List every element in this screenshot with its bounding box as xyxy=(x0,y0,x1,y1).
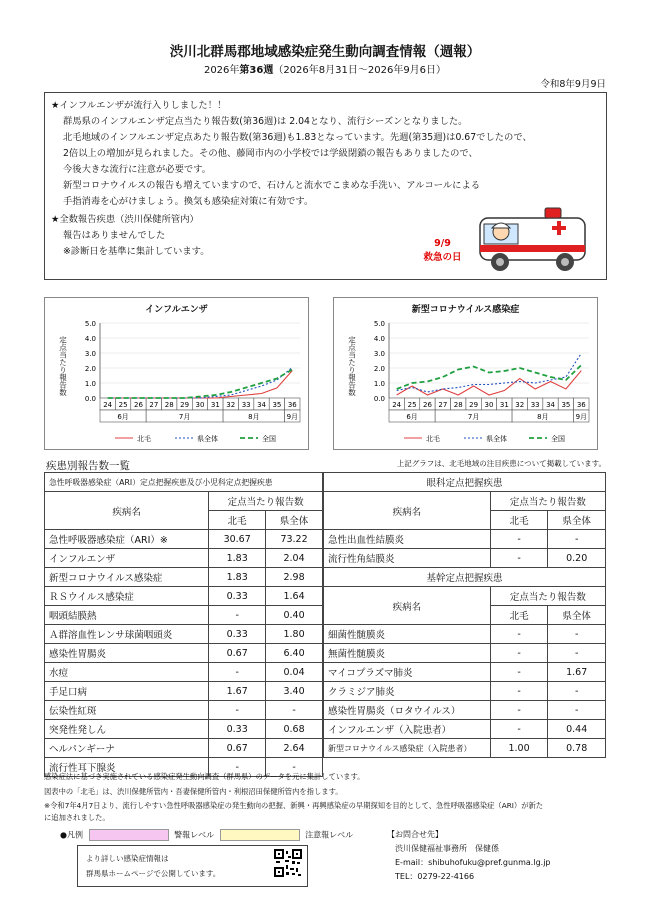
prefecture-value: - xyxy=(548,625,606,644)
footnote: 図表中の「北毛」は、渋川保健所管内・吾妻保健所管内・利根沼田保健所管内を指します。 xyxy=(44,787,343,796)
col-prefecture: 県全体 xyxy=(548,606,606,625)
x-tick-label: 32 xyxy=(515,401,525,409)
disease-name: インフルエンザ xyxy=(45,549,209,568)
disease-name: 細菌性髄膜炎 xyxy=(324,625,491,644)
ambulance-illustration xyxy=(470,200,595,275)
table-row xyxy=(324,644,606,663)
hokumou-value: - xyxy=(490,682,548,701)
emergency-day-note: 9/9 救急の日 xyxy=(423,238,462,263)
table-row xyxy=(45,606,323,625)
disease-name: インフルエンザ（入院患者） xyxy=(324,720,491,739)
y-tick-label: 1.0 xyxy=(373,380,385,388)
hokumou-value: - xyxy=(490,644,548,663)
legend-entry: 北毛 xyxy=(137,435,151,443)
disease-name: 伝染性紅斑 xyxy=(45,701,209,720)
prefecture-value: - xyxy=(548,530,606,549)
hokumou-value: 30.67 xyxy=(209,530,266,549)
disease-name: 新型コロナウイルス感染症（入院患者） xyxy=(324,739,491,758)
issue-date: 令和8年9月9日 xyxy=(540,79,606,90)
col-prefecture: 県全体 xyxy=(266,511,323,530)
hokumou-value: - xyxy=(209,606,266,625)
y-tick-label: 3.0 xyxy=(373,350,385,358)
y-tick-label: 1.0 xyxy=(84,380,96,388)
notice-line: 新型コロナウイルスの報告も増えていますので、石けんと流水でこまめな手洗い、アルコールによる xyxy=(63,180,481,191)
disease-name: クラミジア肺炎 xyxy=(324,682,491,701)
x-tick-label: 27 xyxy=(149,401,159,409)
x-tick-label: 30 xyxy=(195,401,205,409)
prefecture-value: 1.67 xyxy=(548,663,606,682)
hokumou-value: 1.83 xyxy=(209,549,266,568)
y-tick-label: 2.0 xyxy=(373,365,385,373)
table-row xyxy=(324,663,606,682)
disease-name: 手足口病 xyxy=(45,682,209,701)
hokumou-value: 0.33 xyxy=(209,587,266,606)
week-range: 2026年第36週（2026年8月31日～2026年9月6日） xyxy=(203,65,447,76)
hokumou-value: - xyxy=(209,663,266,682)
x-tick-label: 28 xyxy=(164,401,174,409)
x-tick-label: 24 xyxy=(392,401,402,409)
disease-name: Ａ群溶血性レンサ球菌咽頭炎 xyxy=(45,625,209,644)
warn-swatch xyxy=(89,829,169,841)
disease-name: 無菌性髄膜炎 xyxy=(324,644,491,663)
footnote: ※令和7年4月7日より、流行しやすい急性呼吸器感染症の発生動向の把握、新興・再興感染症の早期探知を目的として、急性呼吸器感染症（ARI）が新た xyxy=(44,801,544,810)
x-tick-label: 35 xyxy=(272,401,282,409)
legend-entry: 全国 xyxy=(551,435,565,443)
chart-title: 新型コロナウイルス感染症 xyxy=(411,305,520,315)
x-tick-label: 27 xyxy=(438,401,448,409)
hokumou-value: - xyxy=(490,625,548,644)
disease-name: 突発性発しん xyxy=(45,720,209,739)
table-row xyxy=(45,720,323,739)
table-row xyxy=(45,530,323,549)
contact-org: 渋川保健福祉事務所 保健係 xyxy=(395,844,499,853)
prefecture-value: - xyxy=(548,701,606,720)
notice-line: ※診断日を基準に集計しています。 xyxy=(63,246,210,257)
col-disease-name: 疾病名 xyxy=(324,492,491,530)
table-row xyxy=(45,644,323,663)
prefecture-value: 0.78 xyxy=(548,739,606,758)
series-line-北毛 xyxy=(108,371,293,398)
prefecture-value: - xyxy=(266,758,323,777)
hokumou-value: - xyxy=(209,758,266,777)
prefecture-value: 0.20 xyxy=(548,549,606,568)
notice-line: 2倍以上の増加が見られました。その他、藤岡市内の小学校では学級閉鎖の報告もありましたので、 xyxy=(63,148,478,159)
x-tick-label: 26 xyxy=(134,401,143,409)
page-title: 渋川北群馬郡地域感染症発生動向調査情報（週報） xyxy=(169,44,481,60)
caution-swatch xyxy=(220,829,300,841)
month-label: 9月 xyxy=(575,413,588,421)
prefecture-value: 0.68 xyxy=(266,720,323,739)
x-tick-label: 35 xyxy=(561,401,571,409)
prefecture-value: 0.44 xyxy=(548,720,606,739)
y-tick-label: 3.0 xyxy=(84,350,96,358)
month-label: 7月 xyxy=(178,413,191,421)
y-tick-label: 4.0 xyxy=(373,335,385,343)
col-hokumou: 北毛 xyxy=(490,511,548,530)
disease-name: ＲＳウイルス感染症 xyxy=(45,587,209,606)
month-label: 9月 xyxy=(286,413,299,421)
col-hokumou: 北毛 xyxy=(490,606,548,625)
x-tick-label: 34 xyxy=(257,401,266,409)
right-disease-table xyxy=(323,472,606,758)
table-row xyxy=(45,625,323,644)
caution-label: 注意報レベル xyxy=(305,830,354,840)
prefecture-value: 6.40 xyxy=(266,644,323,663)
disease-name: 咽頭結膜熱 xyxy=(45,606,209,625)
y-tick-label: 4.0 xyxy=(84,335,96,343)
notice-line: 群馬県のインフルエンザ定点当たり報告数(第36週)は 2.04となり、流行シーズンとなりました。 xyxy=(63,116,468,127)
notice-line: 報告はありませんでした xyxy=(63,230,166,241)
footnote: 感染症法に基づき実施されている感染症発生動向調査（群馬県）のデータを元に集計しています。 xyxy=(44,772,365,781)
notice-line: 今後大きな流行に注意が必要です。 xyxy=(63,164,212,175)
chart-note: 上記グラフは、北毛地域の注目疾患について掲載しています。 xyxy=(396,459,606,468)
table-row xyxy=(45,663,323,682)
x-tick-label: 30 xyxy=(484,401,494,409)
notice-line: 北毛地域のインフルエンザ定点あたり報告数(第36週)も1.83となっています。先週(第35週)は0.67でしたので、 xyxy=(63,132,532,143)
contact-email[interactable]: E-mail：shibuhofuku@pref.gunma.lg.jp xyxy=(395,858,551,867)
disease-name: 新型コロナウイルス感染症 xyxy=(45,568,209,587)
table-row xyxy=(324,682,606,701)
hokumou-value: 1.00 xyxy=(490,739,548,758)
contact-title: 【お問合せ先】 xyxy=(387,830,443,839)
month-label: 7月 xyxy=(467,413,480,421)
x-tick-label: 32 xyxy=(226,401,236,409)
table-row xyxy=(324,530,606,549)
table-row xyxy=(45,549,323,568)
disease-name: 感染性胃腸炎 xyxy=(45,644,209,663)
disease-name: 流行性耳下腺炎 xyxy=(45,758,209,777)
legend-entry: 北毛 xyxy=(426,435,440,443)
month-label: 6月 xyxy=(406,413,418,421)
col-disease-name: 疾病名 xyxy=(324,587,491,625)
warn-label: 警報レベル xyxy=(174,830,215,840)
disease-name: 急性出血性結膜炎 xyxy=(324,530,491,549)
legend-entry: 全国 xyxy=(262,435,276,443)
legend xyxy=(60,829,353,841)
disease-name: 流行性角結膜炎 xyxy=(324,549,491,568)
x-tick-label: 29 xyxy=(469,401,479,409)
x-tick-label: 33 xyxy=(530,401,540,409)
table-header: 基幹定点把握疾患 xyxy=(324,568,606,587)
hokumou-value: - xyxy=(209,701,266,720)
prefecture-value: 0.04 xyxy=(266,663,323,682)
contact-tel[interactable]: TEL：0279-22-4166 xyxy=(395,872,475,881)
table-row xyxy=(324,701,606,720)
prefecture-value: 2.64 xyxy=(266,739,323,758)
y-tick-label: 5.0 xyxy=(84,320,96,328)
y-tick-label: 0.0 xyxy=(373,395,385,403)
covid-chart xyxy=(334,298,597,449)
prefecture-value: - xyxy=(548,682,606,701)
hokumou-value: 1.83 xyxy=(209,568,266,587)
table-row xyxy=(45,587,323,606)
table-row xyxy=(45,682,323,701)
disease-name: マイコプラズマ肺炎 xyxy=(324,663,491,682)
y-tick-label: 0.0 xyxy=(84,395,96,403)
footnote: に追加されました。 xyxy=(44,813,110,822)
disease-name: 感染性胃腸炎（ロタウイルス） xyxy=(324,701,491,720)
notice-line: 手指消毒を心がけましょう。換気も感染症対策に有効です。 xyxy=(63,196,314,207)
legend-label: ●凡例 xyxy=(60,830,83,840)
x-tick-label: 28 xyxy=(453,401,463,409)
disease-name: 水痘 xyxy=(45,663,209,682)
prefecture-value: 2.98 xyxy=(266,568,323,587)
table-row xyxy=(324,720,606,739)
influenza-chart-box xyxy=(44,297,309,450)
table-row xyxy=(324,625,606,644)
col-prefecture: 県全体 xyxy=(548,511,606,530)
col-hokumou: 北毛 xyxy=(209,511,266,530)
x-tick-label: 29 xyxy=(180,401,190,409)
hokumou-value: 0.67 xyxy=(209,739,266,758)
prefecture-value: 1.80 xyxy=(266,625,323,644)
notice-heading-2: ★全数報告疾患（渋川保健所管内） xyxy=(51,214,199,225)
hokumou-value: 0.33 xyxy=(209,625,266,644)
section-title: 疾患別報告数一覧 xyxy=(46,460,130,472)
disease-name: ヘルパンギーナ xyxy=(45,739,209,758)
y-axis-label: 定点当たり報告数 xyxy=(347,336,357,396)
hokumou-value: - xyxy=(490,530,548,549)
month-label: 8月 xyxy=(537,413,549,421)
month-label: 8月 xyxy=(248,413,260,421)
x-tick-label: 36 xyxy=(576,401,586,409)
hokumou-value: - xyxy=(490,701,548,720)
disease-name: 急性呼吸器感染症（ARI）※ xyxy=(45,530,209,549)
col-group: 定点当たり報告数 xyxy=(209,492,323,511)
prefecture-value: 1.64 xyxy=(266,587,323,606)
influenza-chart xyxy=(45,298,308,449)
table-header: 急性呼吸器感染症（ARI）定点把握疾患及び小児科定点把握疾患 xyxy=(45,473,323,492)
hokumou-value: 1.67 xyxy=(209,682,266,701)
hokumou-value: - xyxy=(490,549,548,568)
table-header: 眼科定点把握疾患 xyxy=(324,473,606,492)
x-tick-label: 25 xyxy=(118,401,128,409)
contact-info xyxy=(387,828,551,884)
notice-heading: ★インフルエンザが流行入りしました！！ xyxy=(51,100,227,111)
qr-code-icon[interactable] xyxy=(274,849,302,877)
hokumou-value: 0.67 xyxy=(209,644,266,663)
x-tick-label: 31 xyxy=(210,401,220,409)
prefecture-value: 0.40 xyxy=(266,606,323,625)
y-tick-label: 2.0 xyxy=(84,365,96,373)
x-tick-label: 31 xyxy=(499,401,509,409)
prefecture-value: 3.40 xyxy=(266,682,323,701)
x-tick-label: 33 xyxy=(241,401,251,409)
hokumou-value: - xyxy=(490,720,548,739)
y-axis-label: 定点当たり報告数 xyxy=(58,336,68,396)
series-line-全国 xyxy=(108,370,293,399)
series-line-全国 xyxy=(397,365,582,389)
info-line: 群馬県ホームページで公開しています。 xyxy=(86,869,221,878)
x-tick-label: 25 xyxy=(407,401,417,409)
hokumou-value: 0.33 xyxy=(209,720,266,739)
table-row xyxy=(45,568,323,587)
x-tick-label: 26 xyxy=(423,401,432,409)
col-group: 定点当たり報告数 xyxy=(490,492,605,511)
hokumou-value: - xyxy=(490,663,548,682)
prefecture-value: - xyxy=(266,701,323,720)
x-tick-label: 24 xyxy=(103,401,113,409)
prefecture-value: - xyxy=(548,644,606,663)
covid-chart-box xyxy=(333,297,598,450)
table-row xyxy=(45,739,323,758)
prefecture-value: 2.04 xyxy=(266,549,323,568)
table-row xyxy=(324,739,606,758)
month-label: 6月 xyxy=(117,413,129,421)
left-disease-table xyxy=(44,472,323,777)
info-line: より詳しい感染症情報は xyxy=(86,854,169,863)
legend-entry: 県全体 xyxy=(486,435,507,443)
table-row xyxy=(45,701,323,720)
y-tick-label: 5.0 xyxy=(373,320,385,328)
table-row xyxy=(324,549,606,568)
chart-title: インフルエンザ xyxy=(145,305,208,315)
x-tick-label: 34 xyxy=(546,401,555,409)
x-tick-label: 36 xyxy=(287,401,297,409)
legend-entry: 県全体 xyxy=(197,435,218,443)
col-group: 定点当たり報告数 xyxy=(490,587,605,606)
prefecture-value: 73.22 xyxy=(266,530,323,549)
col-disease-name: 疾病名 xyxy=(45,492,209,530)
